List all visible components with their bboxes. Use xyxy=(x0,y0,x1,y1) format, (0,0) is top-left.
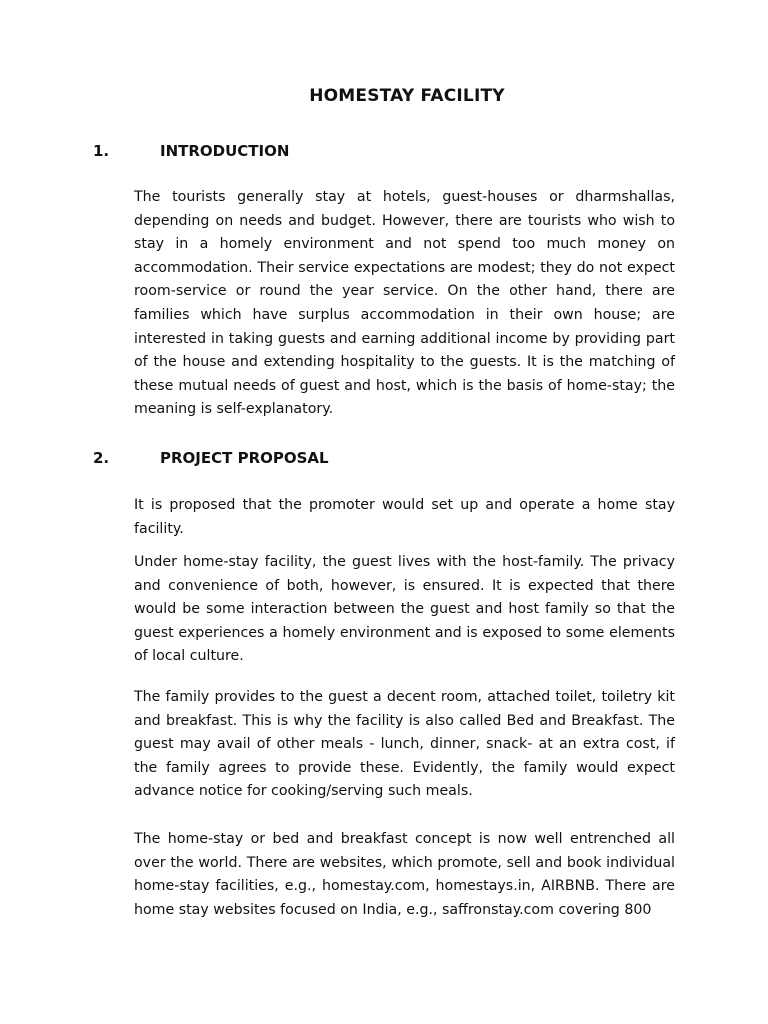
document-title: HOMESTAY FACILITY xyxy=(309,86,505,106)
paragraph-proposal-intro: It is proposed that the promoter would set up and operate a home stay facility. xyxy=(134,497,675,537)
section-title: INTRODUCTION xyxy=(160,142,290,160)
paragraph-concept-worldwide: The home-stay or bed and breakfast concept is now well entrenched all over the world. There are websites, which promote, sell and book individual home-stay facilities, e.g., homestay.com, homestays.in, AIRBNB. There are home stay websites focused on India, e.g., saffronstay.com covering 800 xyxy=(134,831,675,918)
paragraph-bed-and-breakfast: The family provides to the guest a decent room, attached toilet, toiletry kit and breakfast. This is why the facility is also called Bed and Breakfast. The guest may avail of other meals - lunch, dinner, snack- at an extra cost, if the family agrees to provide these. Evidently, the family would expect advance notice for cooking/serving such meals. xyxy=(134,689,675,800)
paragraph-home-stay-facility: Under home-stay facility, the guest lives with the host-family. The privacy and convenience of both, however, is ensured. It is expected that there would be some interaction between the guest and host family so that the guest experiences a homely environment and is exposed to some elements of local culture. xyxy=(134,554,675,665)
section-number: 1. xyxy=(93,142,110,160)
section-title: PROJECT PROPOSAL xyxy=(160,449,329,467)
paragraph-introduction: The tourists generally stay at hotels, guest-houses or dharmshallas, depending on needs and budget. However, there are tourists who wish to stay in a homely environment and not spend too much money on accommodation. Their service expectations are modest; they do not expect room-service or round the year service. On the other hand, there are families which have surplus accommodation in their own house; are interested in taking guests and earning additional income by providing part of the house and extending hospitality to the guests. It is the matching of these mutual needs of guest and host, which is the basis of home-stay; the meaning is self-explanatory. xyxy=(134,189,675,418)
section-heading-project-proposal xyxy=(93,449,329,467)
section-heading-introduction xyxy=(93,142,289,160)
section-number: 2. xyxy=(93,449,110,467)
